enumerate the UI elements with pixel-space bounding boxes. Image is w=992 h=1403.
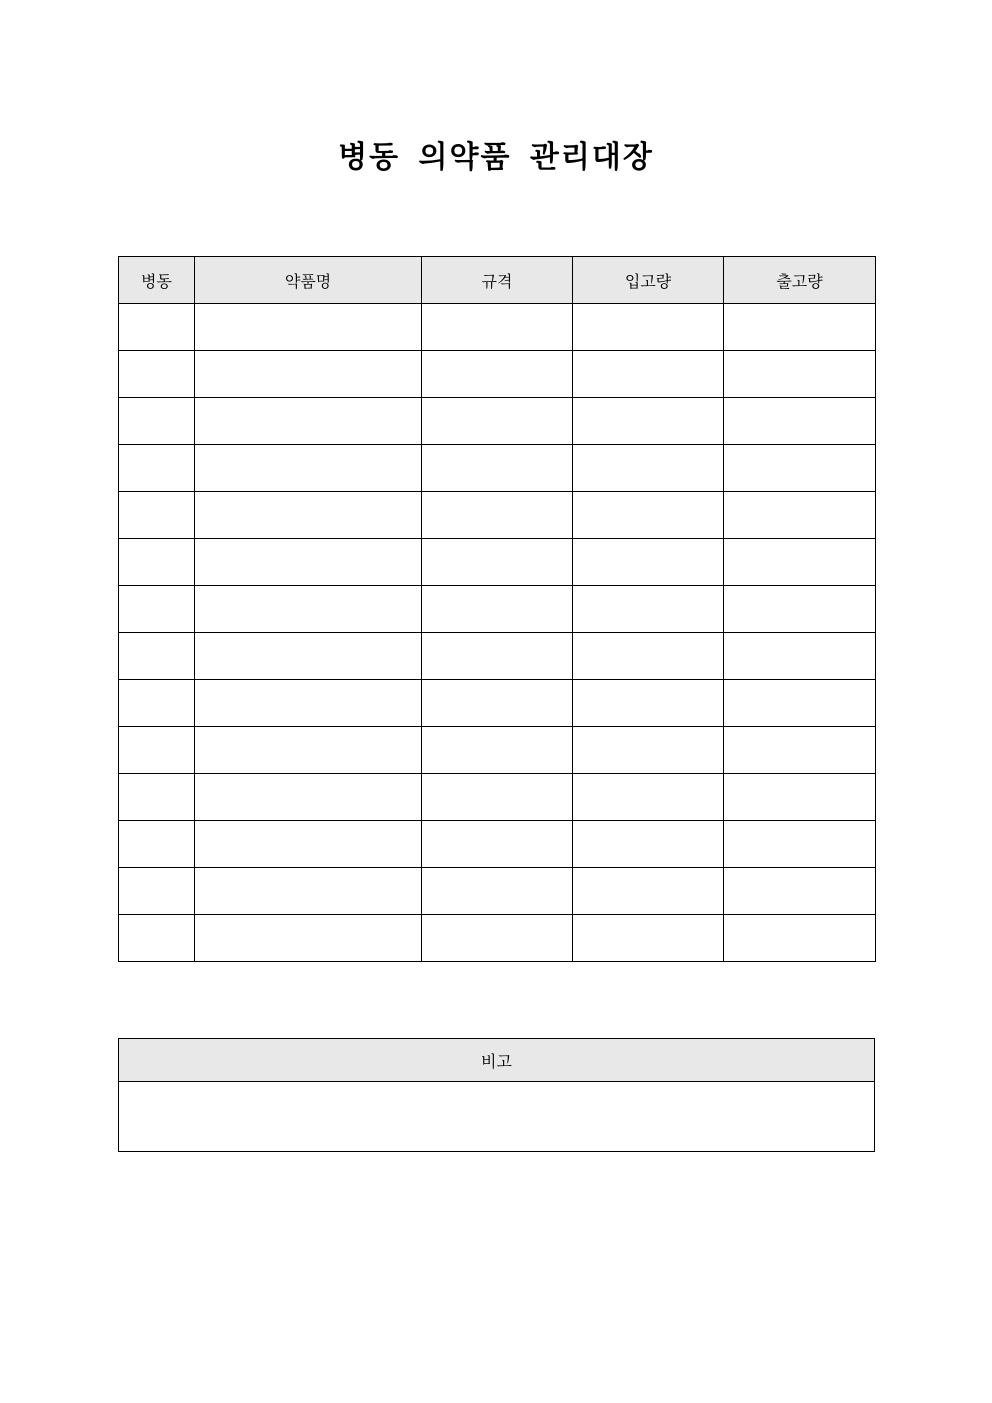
- cell-ward[interactable]: [119, 304, 195, 351]
- cell-drug-name[interactable]: [195, 492, 422, 539]
- cell-drug-name[interactable]: [195, 539, 422, 586]
- cell-issued-quantity[interactable]: [724, 727, 876, 774]
- cell-issued-quantity[interactable]: [724, 492, 876, 539]
- cell-specification[interactable]: [422, 492, 573, 539]
- cell-specification[interactable]: [422, 586, 573, 633]
- cell-ward[interactable]: [119, 774, 195, 821]
- cell-ward[interactable]: [119, 868, 195, 915]
- cell-issued-quantity[interactable]: [724, 633, 876, 680]
- cell-specification[interactable]: [422, 727, 573, 774]
- table-row: [119, 915, 876, 962]
- cell-issued-quantity[interactable]: [724, 539, 876, 586]
- cell-specification[interactable]: [422, 445, 573, 492]
- medicine-ledger-table: [118, 256, 876, 962]
- cell-ward[interactable]: [119, 445, 195, 492]
- cell-drug-name[interactable]: [195, 304, 422, 351]
- cell-ward[interactable]: [119, 633, 195, 680]
- cell-drug-name[interactable]: [195, 727, 422, 774]
- cell-ward[interactable]: [119, 586, 195, 633]
- cell-received-quantity[interactable]: [573, 586, 724, 633]
- header-received-quantity: 입고량: [573, 257, 724, 304]
- cell-drug-name[interactable]: [195, 586, 422, 633]
- remarks-table: [118, 1038, 875, 1152]
- cell-received-quantity[interactable]: [573, 727, 724, 774]
- cell-drug-name[interactable]: [195, 915, 422, 962]
- table-row: [119, 633, 876, 680]
- remarks-content-cell[interactable]: [119, 1082, 875, 1152]
- cell-specification[interactable]: [422, 304, 573, 351]
- cell-specification[interactable]: [422, 868, 573, 915]
- table-row: [119, 351, 876, 398]
- cell-specification[interactable]: [422, 915, 573, 962]
- document-title: 병동 의약품 관리대장: [338, 140, 654, 175]
- table-row: [119, 445, 876, 492]
- cell-received-quantity[interactable]: [573, 680, 724, 727]
- header-ward: 병동: [119, 257, 195, 304]
- cell-issued-quantity[interactable]: [724, 304, 876, 351]
- cell-ward[interactable]: [119, 539, 195, 586]
- header-drug-name: 약품명: [195, 257, 422, 304]
- remarks-header-row: [119, 1039, 875, 1082]
- cell-received-quantity[interactable]: [573, 539, 724, 586]
- cell-drug-name[interactable]: [195, 774, 422, 821]
- cell-specification[interactable]: [422, 821, 573, 868]
- table-row: [119, 586, 876, 633]
- table-row: [119, 868, 876, 915]
- table-row: [119, 398, 876, 445]
- header-specification: 규격: [422, 257, 573, 304]
- cell-issued-quantity[interactable]: [724, 915, 876, 962]
- remarks-header: 비고: [119, 1039, 875, 1082]
- cell-received-quantity[interactable]: [573, 821, 724, 868]
- table-row: [119, 304, 876, 351]
- cell-drug-name[interactable]: [195, 821, 422, 868]
- cell-ward[interactable]: [119, 727, 195, 774]
- header-issued-quantity: 출고량: [724, 257, 876, 304]
- cell-ward[interactable]: [119, 915, 195, 962]
- remarks-body-row: [119, 1082, 875, 1152]
- cell-specification[interactable]: [422, 398, 573, 445]
- cell-ward[interactable]: [119, 492, 195, 539]
- cell-issued-quantity[interactable]: [724, 821, 876, 868]
- cell-ward[interactable]: [119, 680, 195, 727]
- cell-specification[interactable]: [422, 633, 573, 680]
- cell-received-quantity[interactable]: [573, 868, 724, 915]
- cell-issued-quantity[interactable]: [724, 868, 876, 915]
- cell-ward[interactable]: [119, 398, 195, 445]
- cell-received-quantity[interactable]: [573, 351, 724, 398]
- cell-issued-quantity[interactable]: [724, 351, 876, 398]
- table-row: [119, 821, 876, 868]
- cell-drug-name[interactable]: [195, 398, 422, 445]
- cell-received-quantity[interactable]: [573, 915, 724, 962]
- table-row: [119, 774, 876, 821]
- cell-ward[interactable]: [119, 821, 195, 868]
- cell-received-quantity[interactable]: [573, 774, 724, 821]
- cell-issued-quantity[interactable]: [724, 586, 876, 633]
- cell-issued-quantity[interactable]: [724, 774, 876, 821]
- cell-specification[interactable]: [422, 351, 573, 398]
- table-row: [119, 727, 876, 774]
- cell-received-quantity[interactable]: [573, 633, 724, 680]
- cell-received-quantity[interactable]: [573, 398, 724, 445]
- cell-drug-name[interactable]: [195, 445, 422, 492]
- cell-issued-quantity[interactable]: [724, 445, 876, 492]
- table-row: [119, 492, 876, 539]
- table-header-row: [119, 257, 876, 304]
- cell-drug-name[interactable]: [195, 633, 422, 680]
- cell-received-quantity[interactable]: [573, 445, 724, 492]
- cell-drug-name[interactable]: [195, 351, 422, 398]
- cell-issued-quantity[interactable]: [724, 398, 876, 445]
- cell-specification[interactable]: [422, 539, 573, 586]
- cell-ward[interactable]: [119, 351, 195, 398]
- table-row: [119, 539, 876, 586]
- cell-issued-quantity[interactable]: [724, 680, 876, 727]
- cell-specification[interactable]: [422, 774, 573, 821]
- cell-drug-name[interactable]: [195, 868, 422, 915]
- cell-received-quantity[interactable]: [573, 492, 724, 539]
- cell-drug-name[interactable]: [195, 680, 422, 727]
- cell-received-quantity[interactable]: [573, 304, 724, 351]
- cell-specification[interactable]: [422, 680, 573, 727]
- table-row: [119, 680, 876, 727]
